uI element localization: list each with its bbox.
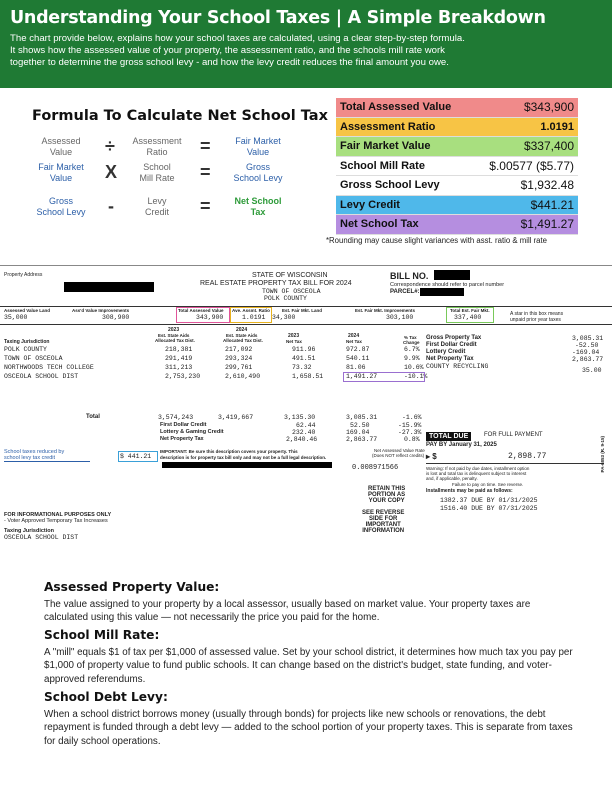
col-header: Est. State Aids bbox=[158, 333, 190, 338]
summary-label: Fair Market Value bbox=[340, 140, 431, 153]
value-cell: 972.87 bbox=[346, 346, 370, 353]
info-note: FOR INFORMATIONAL PURPOSES ONLY bbox=[4, 512, 112, 518]
redacted-block bbox=[162, 462, 332, 468]
bill-gross-value: 3,085.31 bbox=[572, 335, 604, 342]
divider bbox=[426, 463, 604, 464]
value-cell: 0.8% bbox=[404, 436, 420, 443]
formula-result: Gross School Levy bbox=[233, 162, 283, 183]
summary-value: $1,491.27 bbox=[520, 217, 574, 232]
summary-row bbox=[336, 98, 578, 118]
summary-value: $441.21 bbox=[530, 197, 574, 212]
equals-operator: = bbox=[200, 196, 211, 216]
section-body: A "mill" equals $1 of tax per $1,000 of assessed value. Set by your school district, it determines how much tax you pay per $1,000 of property value to fund public schools. It can change based on the district's budget, state funding, and voter-approved referendums. bbox=[44, 647, 573, 685]
value-cell: 6.7% bbox=[404, 346, 420, 353]
value-cell: 911.96 bbox=[292, 346, 316, 353]
col-header: Ass'd Value Improvements bbox=[72, 308, 130, 313]
warning-text: Failure to pay on time. See reverse. bbox=[452, 482, 524, 487]
formula-row-3 bbox=[30, 196, 300, 226]
summary-value: $337,400 bbox=[523, 139, 574, 154]
formula-term: Fair Market Value bbox=[38, 162, 84, 183]
levy-credit-value: $ 441.21 bbox=[120, 453, 152, 460]
value-cell: 9.9% bbox=[404, 355, 420, 362]
divide-operator: ÷ bbox=[105, 136, 115, 156]
info-note: OSCEOLA SCHOOL DIST bbox=[4, 534, 79, 541]
pay-by-date: PAY BY January 31, 2025 bbox=[426, 442, 497, 448]
value-cell: 1.0191 bbox=[242, 314, 266, 321]
value-cell: 291,419 bbox=[165, 355, 193, 362]
value-cell: 337,400 bbox=[454, 314, 482, 321]
divider bbox=[0, 324, 612, 325]
divider bbox=[4, 461, 90, 462]
jurisdiction-name: NORTHWOODS TECH COLLEGE bbox=[4, 364, 94, 371]
section-title: School Debt Levy: bbox=[44, 690, 168, 704]
value-cell: 540.11 bbox=[346, 355, 370, 362]
warning-text: and, if applicable, penalty. bbox=[426, 476, 478, 481]
redacted-block bbox=[420, 288, 464, 296]
jurisdiction-name: TOWN OF OSCEOLA bbox=[4, 355, 63, 362]
mill-label: (Does NOT reflect credits) bbox=[372, 453, 425, 458]
col-header: Est. Fair Mkt. Land bbox=[282, 308, 323, 313]
full-payment-label: FOR FULL PAYMENT bbox=[484, 432, 543, 438]
summary-row bbox=[336, 176, 578, 196]
value-cell: -1.6% bbox=[402, 414, 422, 421]
bill-town: TOWN OF OSCEOLA bbox=[262, 288, 321, 295]
value-cell: -10.1% bbox=[404, 373, 428, 380]
col-header: % Tax bbox=[404, 335, 417, 340]
summary-label: Gross School Levy bbox=[340, 179, 440, 192]
formula-term: Assessed Value bbox=[41, 136, 81, 157]
col-header: 2024 bbox=[236, 327, 248, 333]
value-cell: -15.9% bbox=[398, 422, 422, 429]
col-header: Assessed Value Land bbox=[4, 308, 51, 313]
bill-net-label: Net Property Tax bbox=[426, 356, 474, 362]
summary-value: $1,932.48 bbox=[520, 178, 574, 193]
formula-result: Net School Tax bbox=[234, 196, 282, 217]
total-due-label: TOTAL DUE bbox=[426, 432, 471, 441]
installment-2: 1516.40 DUE BY 07/31/2025 bbox=[440, 505, 538, 512]
value-cell: 62.44 bbox=[296, 422, 316, 429]
value-cell: 3,574,243 bbox=[158, 414, 194, 421]
info-note: Taxing Jurisdiction bbox=[4, 528, 55, 534]
summary-row bbox=[336, 137, 578, 157]
bill-net-value: 2,863.77 bbox=[572, 356, 604, 363]
important-note: IMPORTANT: Be sure this description covers your property. This bbox=[160, 449, 298, 454]
value-cell: 491.51 bbox=[292, 355, 316, 362]
intro-line: together to determine the gross school levy - and how the levy credit reduces the final amount you owe. bbox=[10, 57, 449, 68]
parcel-label: PARCEL#: bbox=[390, 289, 420, 295]
bill-fdc-value: -52.50 bbox=[575, 342, 599, 349]
summary-row bbox=[336, 215, 578, 235]
summary-label: Levy Credit bbox=[340, 198, 400, 211]
summary-row bbox=[336, 118, 578, 138]
important-note: description is for property tax bill only and may not be a full legal description. bbox=[160, 455, 327, 460]
bill-fdc-label: First Dollar Credit bbox=[426, 342, 477, 348]
col-header: Net Tax bbox=[286, 339, 302, 344]
equals-operator: = bbox=[200, 162, 211, 182]
formula-term: Levy Credit bbox=[144, 196, 169, 217]
reduced-note: School taxes reduced by bbox=[4, 449, 65, 455]
bill-county: POLK COUNTY bbox=[264, 295, 307, 302]
section-mill-rate bbox=[44, 628, 574, 686]
col-header: Est. State Aids bbox=[226, 333, 258, 338]
bill-total-label: Total bbox=[86, 414, 100, 420]
section-title: School Mill Rate: bbox=[44, 628, 160, 642]
value-cell: 1,658.51 bbox=[292, 373, 324, 380]
dollar-sign: ▸ $ bbox=[426, 452, 437, 461]
correspondence-note: Correspondence should refer to parcel number bbox=[390, 282, 505, 288]
col-header: Taxing Jurisdiction bbox=[4, 339, 50, 345]
summary-label: School Mill Rate bbox=[340, 159, 425, 172]
col-header: Allocated Tax Dist. bbox=[155, 338, 195, 343]
jurisdiction-name: OSCEOLA SCHOOL DIST bbox=[4, 373, 79, 380]
value-cell: 299,761 bbox=[225, 364, 253, 371]
divider bbox=[0, 265, 612, 266]
installments-label: Installments may be paid as follows: bbox=[426, 488, 513, 494]
row-label: Lottery & Gaming Credit bbox=[160, 429, 224, 435]
bill-state: STATE OF WISCONSIN bbox=[252, 272, 328, 279]
value-cell: 303,100 bbox=[386, 314, 414, 321]
intro-line: It shows how the assessed value of your property, the assessment ratio, and the schools mill rate work bbox=[10, 45, 445, 56]
header-banner bbox=[0, 0, 612, 88]
formula-term: Assessment Ratio bbox=[132, 136, 182, 157]
jurisdiction-name: POLK COUNTY bbox=[4, 346, 47, 353]
intro-line: The chart provide below, explains how your school taxes are calculated, using a clear step-by-step formula. bbox=[10, 33, 465, 44]
value-cell: 1,491.27 bbox=[346, 373, 378, 380]
summary-table bbox=[336, 98, 578, 235]
value-cell: 3,135.30 bbox=[284, 414, 316, 421]
section-body: The value assigned to your property by a local assessor, usually based on market value. Your property taxes are calculated using this value — not necessarily the price you paid for the home. bbox=[44, 599, 531, 624]
value-cell: 2,753,230 bbox=[165, 373, 201, 380]
info-note: - Voter Approved Temporary Tax Increases bbox=[4, 518, 108, 524]
property-address-label: Property Address bbox=[4, 272, 43, 278]
value-cell: 35,000 bbox=[4, 314, 28, 321]
row-label: Net Property Tax bbox=[160, 436, 204, 442]
value-cell: 3,419,667 bbox=[218, 414, 254, 421]
summary-value: $343,900 bbox=[523, 100, 574, 115]
mill-rate-value: 0.008971566 bbox=[352, 464, 399, 472]
multiply-operator: X bbox=[105, 162, 118, 182]
col-header: Total Est. Fair Mkt. bbox=[450, 308, 490, 313]
star-note: A star in this box means bbox=[510, 311, 564, 317]
redacted-block bbox=[64, 282, 154, 292]
redacted-block bbox=[434, 270, 470, 280]
section-assessed-value bbox=[44, 580, 574, 625]
summary-value: $.00577 ($5.77) bbox=[489, 158, 574, 173]
value-cell: 217,092 bbox=[225, 346, 253, 353]
value-cell: 10.6% bbox=[404, 364, 424, 371]
section-debt-levy bbox=[44, 690, 574, 748]
formula-term: Gross School Levy bbox=[36, 196, 86, 217]
form-code: PA-6853 (R. 9-15) bbox=[600, 436, 605, 473]
bill-lottery-label: Lottery Credit bbox=[426, 349, 466, 355]
col-header: Change bbox=[403, 340, 420, 345]
page-title: Understanding Your School Taxes | A Simple Breakdown bbox=[10, 8, 546, 28]
formula-title: Formula To Calculate Net School Tax bbox=[32, 108, 328, 124]
tax-bill-image bbox=[0, 262, 612, 580]
value-cell: 3,085.31 bbox=[346, 414, 378, 421]
col-header: 2023 bbox=[288, 333, 300, 339]
warning-text: is lost and total tax is delinquent subject to interest bbox=[426, 471, 527, 476]
value-cell: 73.32 bbox=[292, 364, 312, 371]
section-body: When a school district borrows money (usually through bonds) for projects like new schools or renovations, the debt repayment is funded through a debt levy — added to the school portion of your property taxes. This is separate from taxes for daily school operations. bbox=[44, 709, 573, 747]
bill-no-label: BILL NO. bbox=[390, 271, 429, 281]
retain-note: RETAIN THIS PORTION AS YOUR COPY bbox=[368, 486, 406, 504]
value-cell: 308,900 bbox=[102, 314, 130, 321]
formula-row-2 bbox=[30, 162, 300, 192]
divider bbox=[0, 306, 612, 307]
intro-text bbox=[10, 33, 602, 69]
col-header: Ave. Assmt. Ratio bbox=[232, 308, 270, 313]
value-cell: 232.40 bbox=[292, 429, 316, 436]
section-title: Assessed Property Value: bbox=[44, 580, 220, 594]
bill-gross-label: Gross Property Tax bbox=[426, 335, 482, 341]
summary-value: 1.0191 bbox=[540, 120, 574, 133]
highlight-box-net-school-tax bbox=[343, 372, 428, 382]
col-header: Total Assessed Value bbox=[178, 308, 224, 313]
installment-1: 1382.37 DUE BY 01/31/2025 bbox=[440, 497, 538, 504]
bill-title: REAL ESTATE PROPERTY TAX BILL FOR 2024 bbox=[200, 280, 352, 287]
value-cell: 2,863.77 bbox=[346, 436, 378, 443]
formula-term: School Mill Rate bbox=[139, 162, 175, 183]
bill-recycling-label: COUNTY RECYCLING bbox=[426, 363, 489, 370]
mill-label: Net Assessed Value Rate bbox=[374, 448, 425, 453]
value-cell: 293,324 bbox=[225, 355, 253, 362]
col-header: 2023 bbox=[168, 327, 180, 333]
total-due-amount: 2,898.77 bbox=[508, 452, 547, 461]
value-cell: 2,840.46 bbox=[286, 436, 318, 443]
star-note: unpaid prior year taxes bbox=[510, 317, 561, 323]
value-cell: 34,300 bbox=[272, 314, 296, 321]
warning-text: Warning: If not paid by due dates, installment option bbox=[426, 466, 530, 471]
reduced-note: school levy tax credit bbox=[4, 455, 56, 461]
row-label: First Dollar Credit bbox=[160, 422, 207, 428]
rounding-note: *Rounding may cause slight variances with asst. ratio & mill rate bbox=[326, 236, 548, 245]
minus-operator: - bbox=[108, 196, 114, 216]
summary-label: Assessment Ratio bbox=[340, 120, 436, 133]
reverse-note: SEE REVERSE SIDE FOR IMPORTANT INFORMATION bbox=[362, 510, 405, 534]
value-cell: 2,610,490 bbox=[225, 373, 261, 380]
summary-label: Net School Tax bbox=[340, 218, 419, 231]
col-header: Est. Fair Mkt. Improvements bbox=[355, 308, 416, 313]
value-cell: 343,900 bbox=[196, 314, 224, 321]
summary-row bbox=[336, 196, 578, 216]
value-cell: 81.06 bbox=[346, 364, 366, 371]
col-header: 2024 bbox=[348, 333, 360, 339]
value-cell: 311,213 bbox=[165, 364, 193, 371]
bill-lottery-value: -169.04 bbox=[572, 349, 600, 356]
bill-recycling-value: 35.00 bbox=[582, 367, 602, 374]
summary-label: Total Assessed Value bbox=[340, 101, 452, 114]
value-cell: -27.3% bbox=[398, 429, 422, 436]
formula-result: Fair Market Value bbox=[235, 136, 281, 157]
col-header: Allocated Tax Dist. bbox=[223, 338, 263, 343]
summary-row bbox=[336, 157, 578, 177]
equals-operator: = bbox=[200, 136, 211, 156]
value-cell: 169.04 bbox=[346, 429, 370, 436]
value-cell: 52.50 bbox=[350, 422, 370, 429]
col-header: Net Tax bbox=[346, 339, 362, 344]
value-cell: 218,381 bbox=[165, 346, 193, 353]
